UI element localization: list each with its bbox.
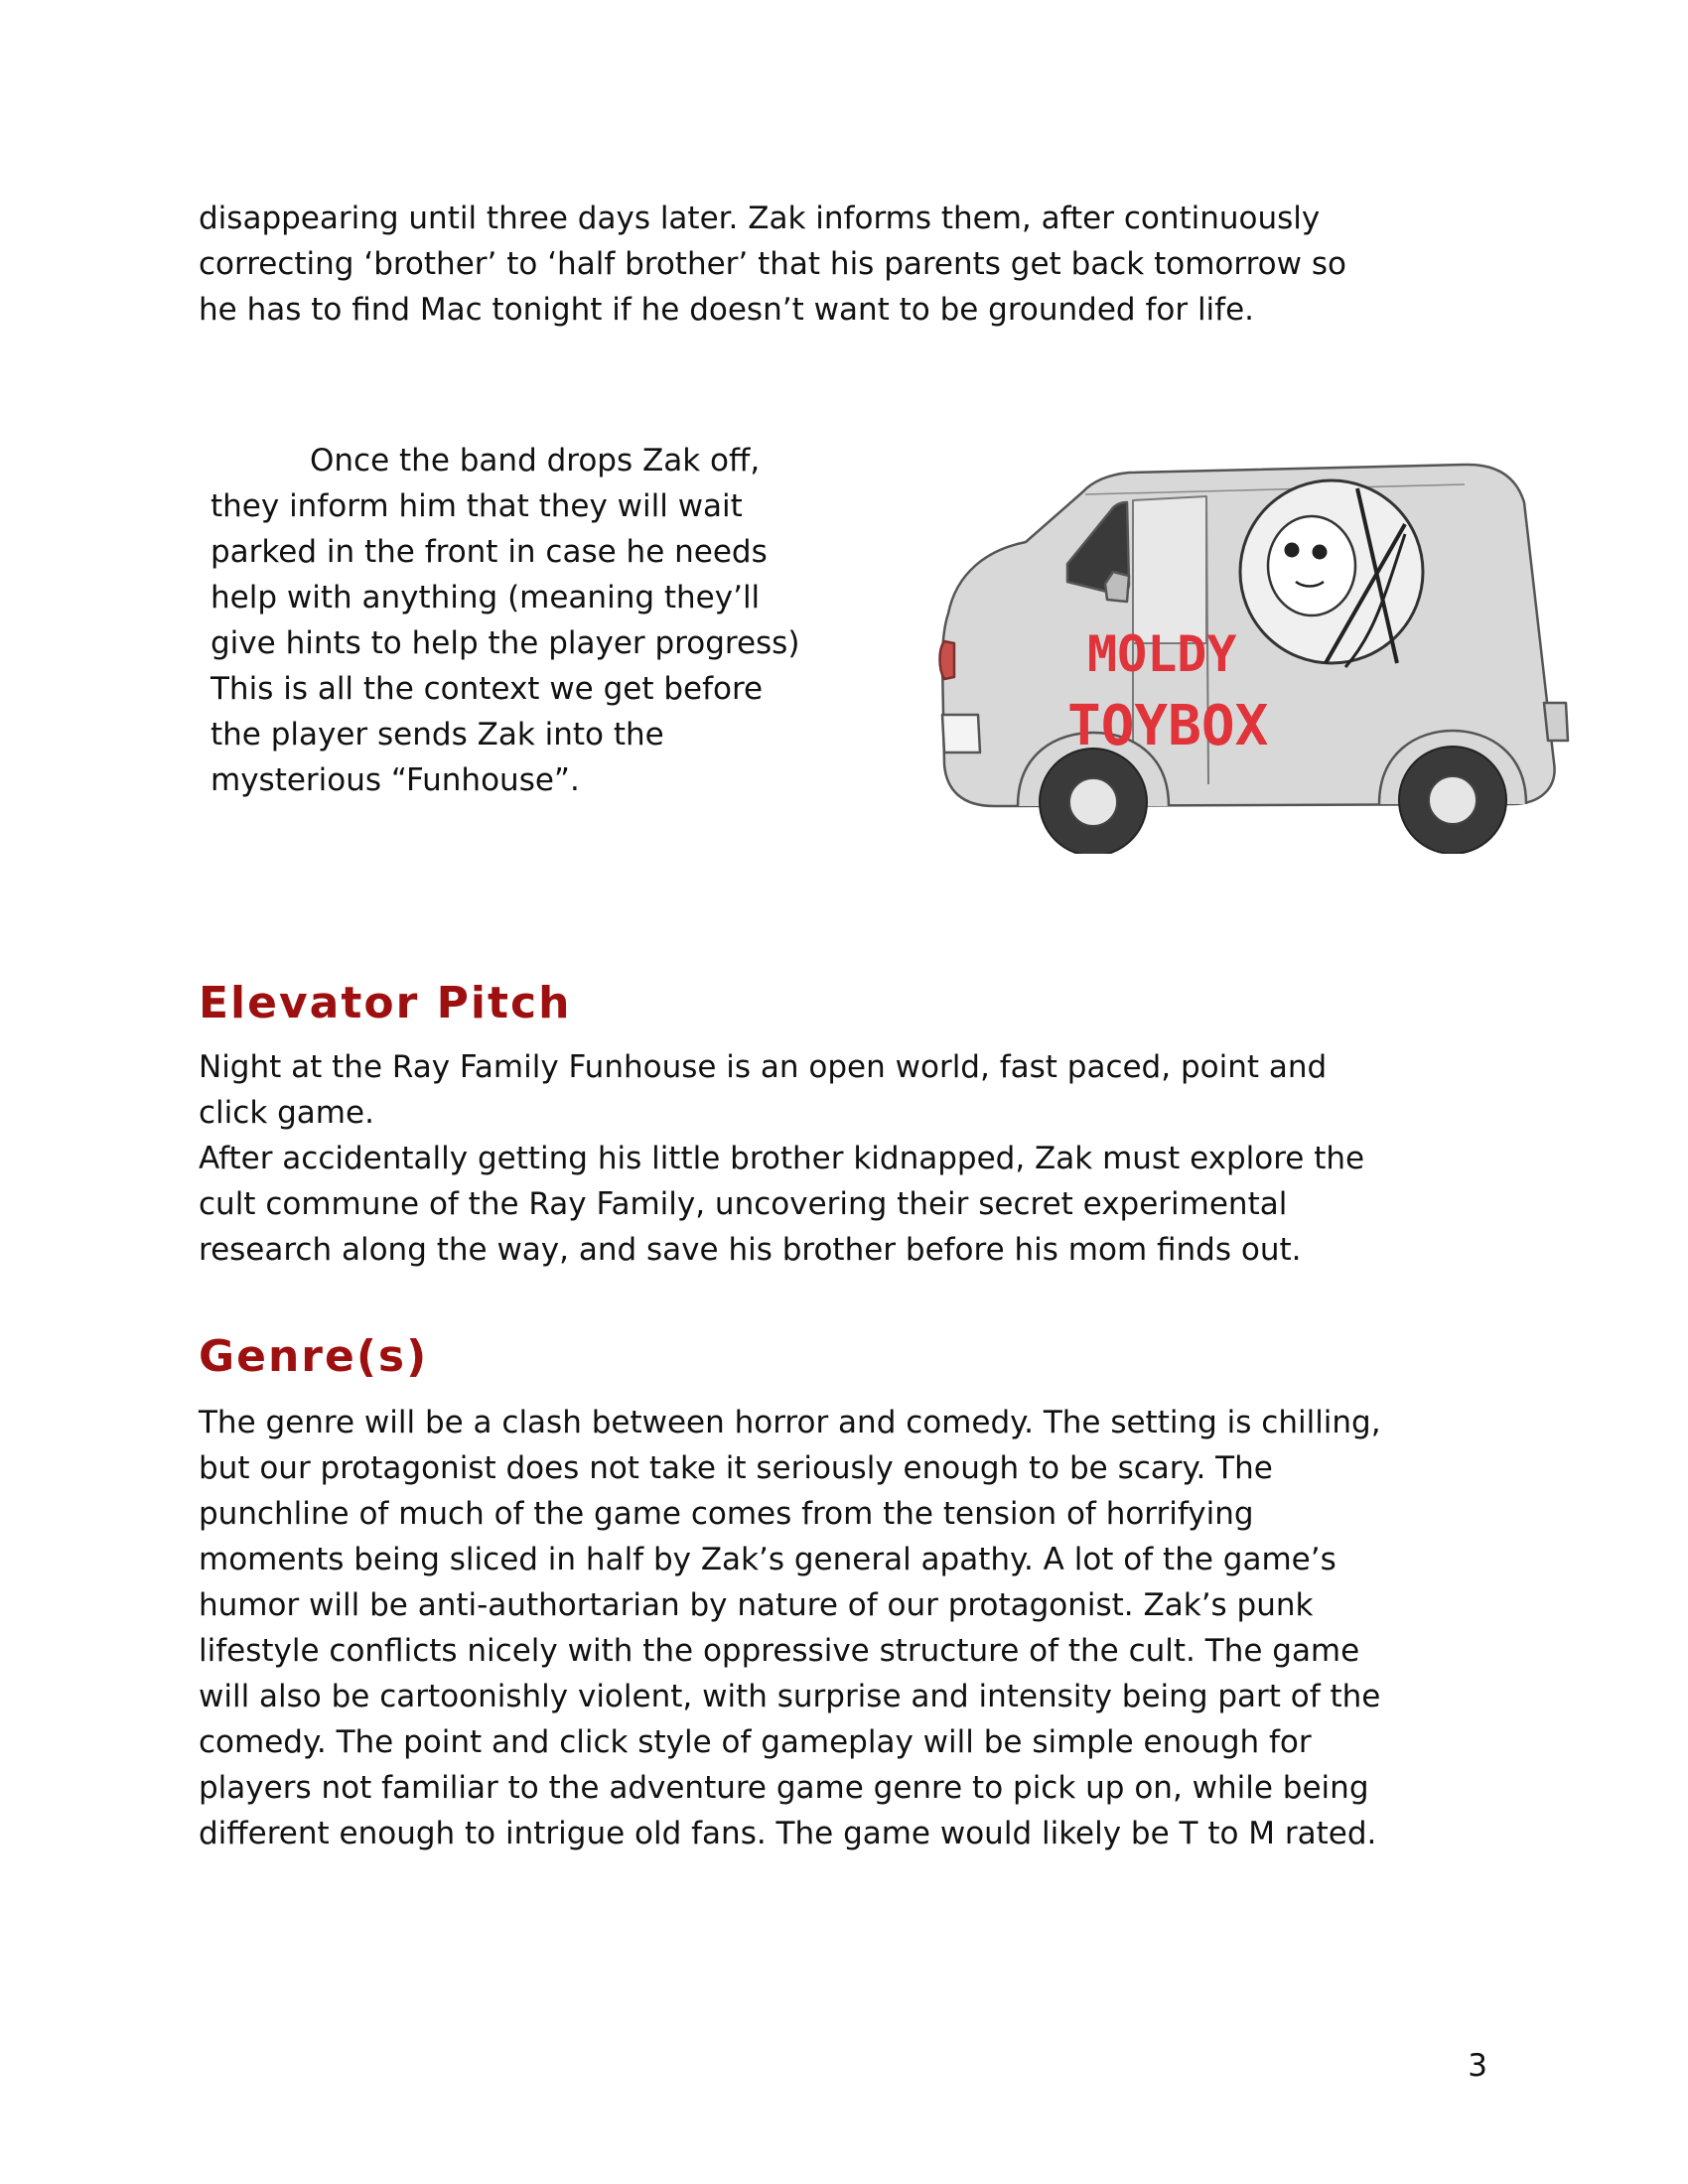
band-van-illustration	[909, 455, 1618, 854]
text-line: parked in the front in case he needs	[211, 534, 768, 570]
text-line: help with anything (meaning they’ll	[211, 580, 761, 615]
text-line: Night at the Ray Family Funhouse is an open world, fast paced, point and	[199, 1049, 1328, 1085]
van-headlight	[940, 641, 955, 679]
section-heading-elevator-pitch: Elevator Pitch	[199, 978, 572, 1028]
text-line: This is all the context we get before	[211, 671, 764, 707]
text-line: The genre will be a clash between horror and comedy. The setting is chilling,	[199, 1405, 1381, 1440]
text-line: different enough to intrigue old fans. The game would likely be T to M rated.	[199, 1816, 1377, 1851]
text-line: After accidentally getting his little brother kidnapped, Zak must explore the	[199, 1141, 1365, 1176]
text-line: click game.	[199, 1095, 374, 1131]
genre-paragraph	[199, 1400, 1509, 1856]
text-line: research along the way, and save his brother before his mom finds out.	[199, 1232, 1302, 1268]
text-line: punchline of much of the game comes from the tension of horrifying	[199, 1496, 1254, 1532]
text-line: the player sends Zak into the	[211, 717, 664, 752]
van-side-mirror	[1105, 572, 1129, 602]
text-line: correcting ‘brother’ to ‘half brother’ that his parents get back tomorrow so	[199, 246, 1346, 282]
van-lettering-toybox: TOYBOX	[1067, 694, 1269, 758]
text-line: he has to find Mac tonight if he doesn’t want to be grounded for life.	[199, 292, 1255, 328]
van-rear-wheel	[1399, 747, 1506, 854]
text-line: cult commune of the Ray Family, uncovering their secret experimental	[199, 1186, 1288, 1222]
text-line: they inform him that they will wait	[211, 488, 743, 524]
van-front-wheel	[1040, 749, 1147, 854]
van-side-window	[1133, 496, 1206, 643]
text-line: but our protagonist does not take it seriously enough to be scary. The	[199, 1450, 1273, 1486]
text-line: lifestyle conflicts nicely with the oppressive structure of the cult. The game	[199, 1633, 1360, 1669]
text-line: give hints to help the player progress)	[211, 625, 800, 661]
text-line: disappearing until three days later. Zak informs them, after continuously	[199, 201, 1321, 236]
intro-paragraph	[199, 196, 1509, 333]
van-lettering-moldy: MOLDY	[1087, 625, 1237, 683]
text-line: will also be cartoonishly violent, with surprise and intensity being part of the	[199, 1679, 1381, 1714]
text-line: comedy. The point and click style of gameplay will be simple enough for	[199, 1724, 1312, 1760]
dropoff-paragraph	[211, 438, 886, 803]
text-line: humor will be anti-authortarian by nature of our protagonist. Zak’s punk	[199, 1587, 1314, 1623]
text-line: players not familiar to the adventure game genre to pick up on, while being	[199, 1770, 1369, 1806]
section-heading-genre: Genre(s)	[199, 1331, 429, 1382]
text-line: Once the band drops Zak off,	[310, 443, 761, 478]
text-line: moments being sliced in half by Zak’s general apathy. A lot of the game’s	[199, 1542, 1336, 1577]
text-line: mysterious “Funhouse”.	[211, 762, 580, 798]
page-number: 3	[1468, 2048, 1487, 2084]
elevator-pitch-paragraph	[199, 1044, 1509, 1273]
